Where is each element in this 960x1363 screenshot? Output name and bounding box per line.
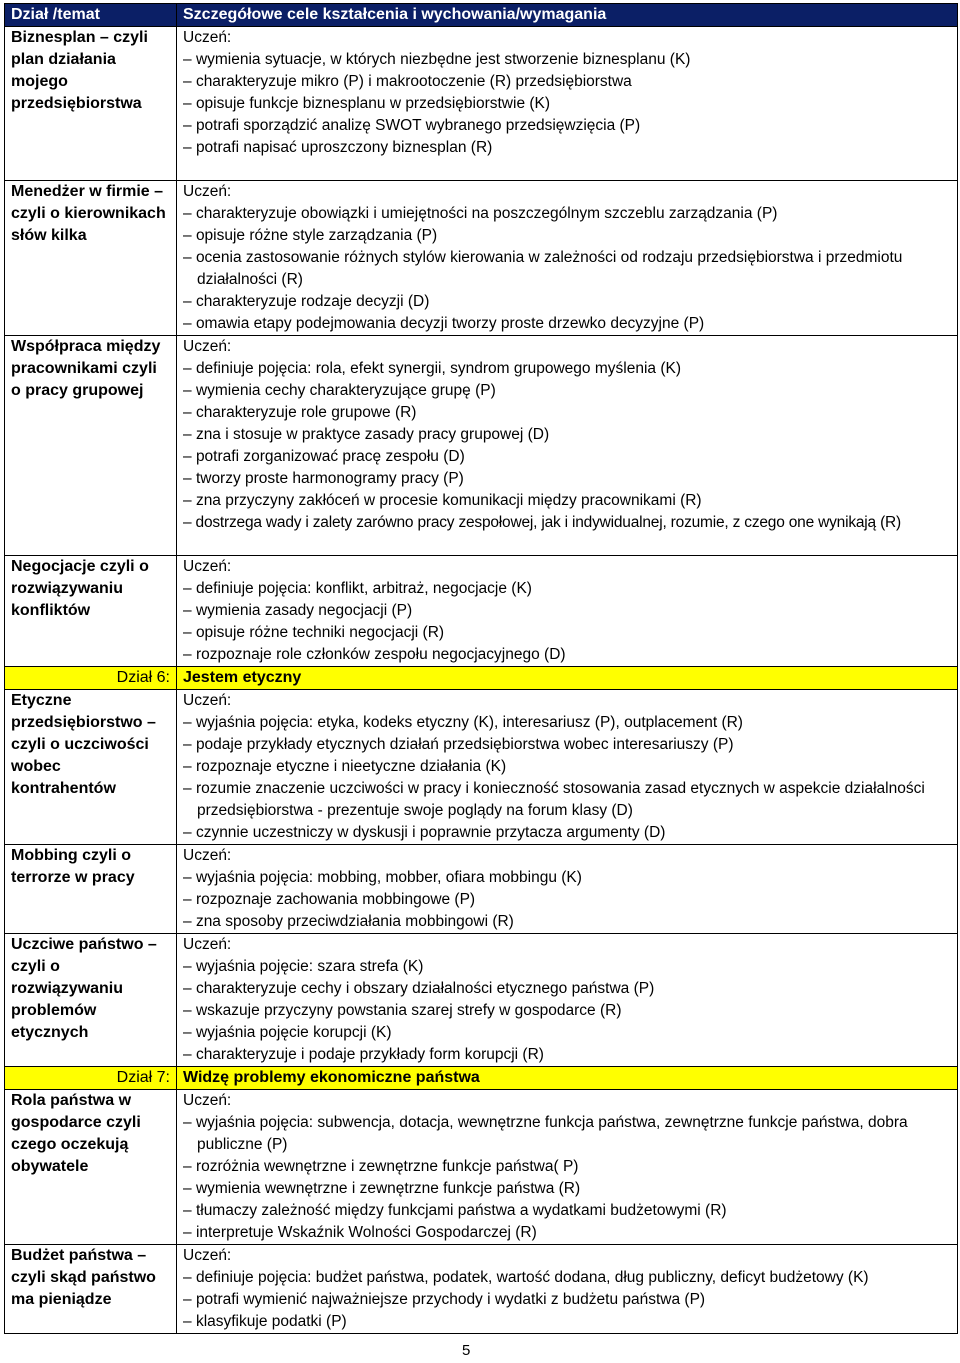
- list-item: – charakteryzuje obowiązki i umiejętności na poszczególnym szczeblu zarządzania (P): [183, 205, 778, 222]
- list-item: – potrafi sporządzić analizę SWOT wybranego przedsięwzięcia (P): [183, 117, 641, 134]
- uczen-label: Uczeń:: [183, 183, 232, 200]
- table-row: [5, 934, 958, 1067]
- list-item: – definiuje pojęcia: budżet państwa, podatek, wartość dodana, dług publiczny, deficyt budżetowy (K): [183, 1269, 869, 1286]
- list-item: – podaje przykłady etycznych działań przedsiębiorstwa wobec interesariuszy (P): [183, 736, 734, 753]
- list-item: – wyjaśnia pojęcia: mobbing, mobber, ofiara mobbingu (K): [183, 869, 582, 886]
- uczen-label: Uczeń:: [183, 338, 232, 355]
- list-item: – wymienia cechy charakteryzujące grupę (P): [183, 382, 496, 399]
- uczen-label: Uczeń:: [183, 692, 232, 709]
- table-row: [5, 556, 958, 667]
- list-item: – rozpoznaje zachowania mobbingowe (P): [183, 891, 476, 908]
- section-row: [5, 1067, 958, 1090]
- uczen-label: Uczeń:: [183, 1092, 232, 1109]
- list-item: – dostrzega wady i zalety zarówno pracy zespołowej, jak i indywidualnej, rozumie, z czego one wynikają (R): [183, 514, 901, 531]
- table-row: [5, 336, 958, 556]
- section-title: Widzę problemy ekonomiczne państwa: [177, 1067, 958, 1090]
- list-item: – rozumie znaczenie uczciwości w pracy i konieczność stosowania zasad etycznych w aspekcie działalności przedsiębiorstwa - prezentuje swoje poglądy na forum klasy (D): [183, 780, 925, 819]
- list-item: – opisuje różne techniki negocjacji (R): [183, 624, 445, 641]
- list-item: – wyjaśnia pojęcia: etyka, kodeks etyczny (K), interesariusz (P), outplacement (R): [183, 714, 743, 731]
- list-item: – wymienia wewnętrzne i zewnętrzne funkcje państwa (R): [183, 1180, 581, 1197]
- topic-title: Uczciwe państwo – czyli o rozwiązywaniu problemów etycznych: [11, 936, 157, 1041]
- topic-title: Budżet państwa – czyli skąd państwo ma pieniądze: [11, 1247, 156, 1308]
- list-item: – opisuje funkcje biznesplanu w przedsiębiorstwie (K): [183, 95, 551, 112]
- list-item: – potrafi wymienić najważniejsze przychody i wydatki z budżetu państwa (P): [183, 1291, 706, 1308]
- topic-title: Menedżer w firmie – czyli o kierownikach słów kilka: [11, 183, 166, 244]
- list-item: – wskazuje przyczyny powstania szarej strefy w gospodarce (R): [183, 1002, 622, 1019]
- list-item: – wymienia sytuacje, w których niezbędne jest stworzenie biznesplanu (K): [183, 51, 691, 68]
- uczen-label: Uczeń:: [183, 558, 232, 575]
- list-item: – zna i stosuje w praktyce zasady pracy grupowej (D): [183, 426, 550, 443]
- list-item: – klasyfikuje podatki (P): [183, 1313, 347, 1330]
- section-title: Jestem etyczny: [177, 667, 958, 690]
- list-item: – charakteryzuje role grupowe (R): [183, 404, 417, 421]
- list-item: – charakteryzuje cechy i obszary działalności etycznego państwa (P): [183, 980, 655, 997]
- list-item: – czynnie uczestniczy w dyskusji i poprawnie przytacza argumenty (D): [183, 824, 666, 841]
- list-item: – zna sposoby przeciwdziałania mobbingowi (R): [183, 913, 514, 930]
- uczen-label: Uczeń:: [183, 936, 232, 953]
- topic-title: Biznesplan – czyli plan działania mojego przedsiębiorstwa: [11, 29, 148, 112]
- uczen-label: Uczeń:: [183, 1247, 232, 1264]
- list-item: – rozróżnia wewnętrzne i zewnętrzne funkcje państwa( P): [183, 1158, 579, 1175]
- table-row: [5, 181, 958, 336]
- curriculum-table: [4, 3, 958, 1334]
- uczen-label: Uczeń:: [183, 847, 232, 864]
- table-row: [5, 845, 958, 934]
- topic-title: Etyczne przedsiębiorstwo – czyli o uczciwości wobec kontrahentów: [11, 692, 156, 797]
- table-header: [5, 4, 958, 27]
- uczen-label: Uczeń:: [183, 29, 232, 46]
- list-item: – wyjaśnia pojęcia: subwencja, dotacja, wewnętrzne funkcja państwa, zewnętrzne funkcje państwa, dobra publiczne (P): [183, 1114, 908, 1153]
- table-row: [5, 690, 958, 845]
- topic-title: Mobbing czyli o terrorze w pracy: [11, 847, 135, 886]
- section-row: [5, 667, 958, 690]
- section-label: Dział 6:: [5, 667, 177, 690]
- topic-title: Negocjacje czyli o rozwiązywaniu konfliktów: [11, 558, 149, 619]
- list-item: – rozpoznaje role członków zespołu negocjacyjnego (D): [183, 646, 566, 663]
- header-topic: Dział /temat: [5, 4, 177, 27]
- table-row: [5, 1245, 958, 1334]
- list-item: – definiuje pojęcia: konflikt, arbitraż, negocjacje (K): [183, 580, 532, 597]
- topic-title: Współpraca między pracownikami czyli o pracy grupowej: [11, 338, 161, 399]
- list-item: – wyjaśnia pojęcie korupcji (K): [183, 1024, 392, 1041]
- list-item: – charakteryzuje mikro (P) i makrootoczenie (R) przedsiębiorstwa: [183, 73, 632, 90]
- list-item: – potrafi zorganizować pracę zespołu (D): [183, 448, 465, 465]
- header-requirements: Szczegółowe cele kształcenia i wychowania/wymagania: [177, 4, 958, 27]
- list-item: – charakteryzuje rodzaje decyzji (D): [183, 293, 430, 310]
- list-item: – tłumaczy zależność między funkcjami państwa a wydatkami budżetowymi (R): [183, 1202, 727, 1219]
- list-item: – charakteryzuje i podaje przykłady form korupcji (R): [183, 1046, 544, 1063]
- table-row: [5, 1090, 958, 1245]
- table-row: [5, 27, 958, 181]
- list-item: – potrafi napisać uproszczony biznesplan (R): [183, 139, 493, 156]
- list-item: – wymienia zasady negocjacji (P): [183, 602, 413, 619]
- list-item: – definiuje pojęcia: rola, efekt synergii, syndrom grupowego myślenia (K): [183, 360, 681, 377]
- page-number: 5: [462, 1342, 471, 1359]
- list-item: – wyjaśnia pojęcie: szara strefa (K): [183, 958, 424, 975]
- list-item: – opisuje różne style zarządzania (P): [183, 227, 438, 244]
- list-item: – ocenia zastosowanie różnych stylów kierowania w zależności od rodzaju przedsiębiorstwa i przedmiotu działalności (R): [183, 249, 903, 288]
- list-item: – interpretuje Wskaźnik Wolności Gospodarczej (R): [183, 1224, 537, 1241]
- list-item: – tworzy proste harmonogramy pracy (P): [183, 470, 464, 487]
- list-item: – omawia etapy podejmowania decyzji tworzy proste drzewko decyzyjne (P): [183, 315, 705, 332]
- list-item: – zna przyczyny zakłóceń w procesie komunikacji między pracownikami (R): [183, 492, 702, 509]
- section-label: Dział 7:: [5, 1067, 177, 1090]
- topic-title: Rola państwa w gospodarce czyli czego oczekują obywatele: [11, 1092, 141, 1175]
- list-item: – rozpoznaje etyczne i nieetyczne działania (K): [183, 758, 507, 775]
